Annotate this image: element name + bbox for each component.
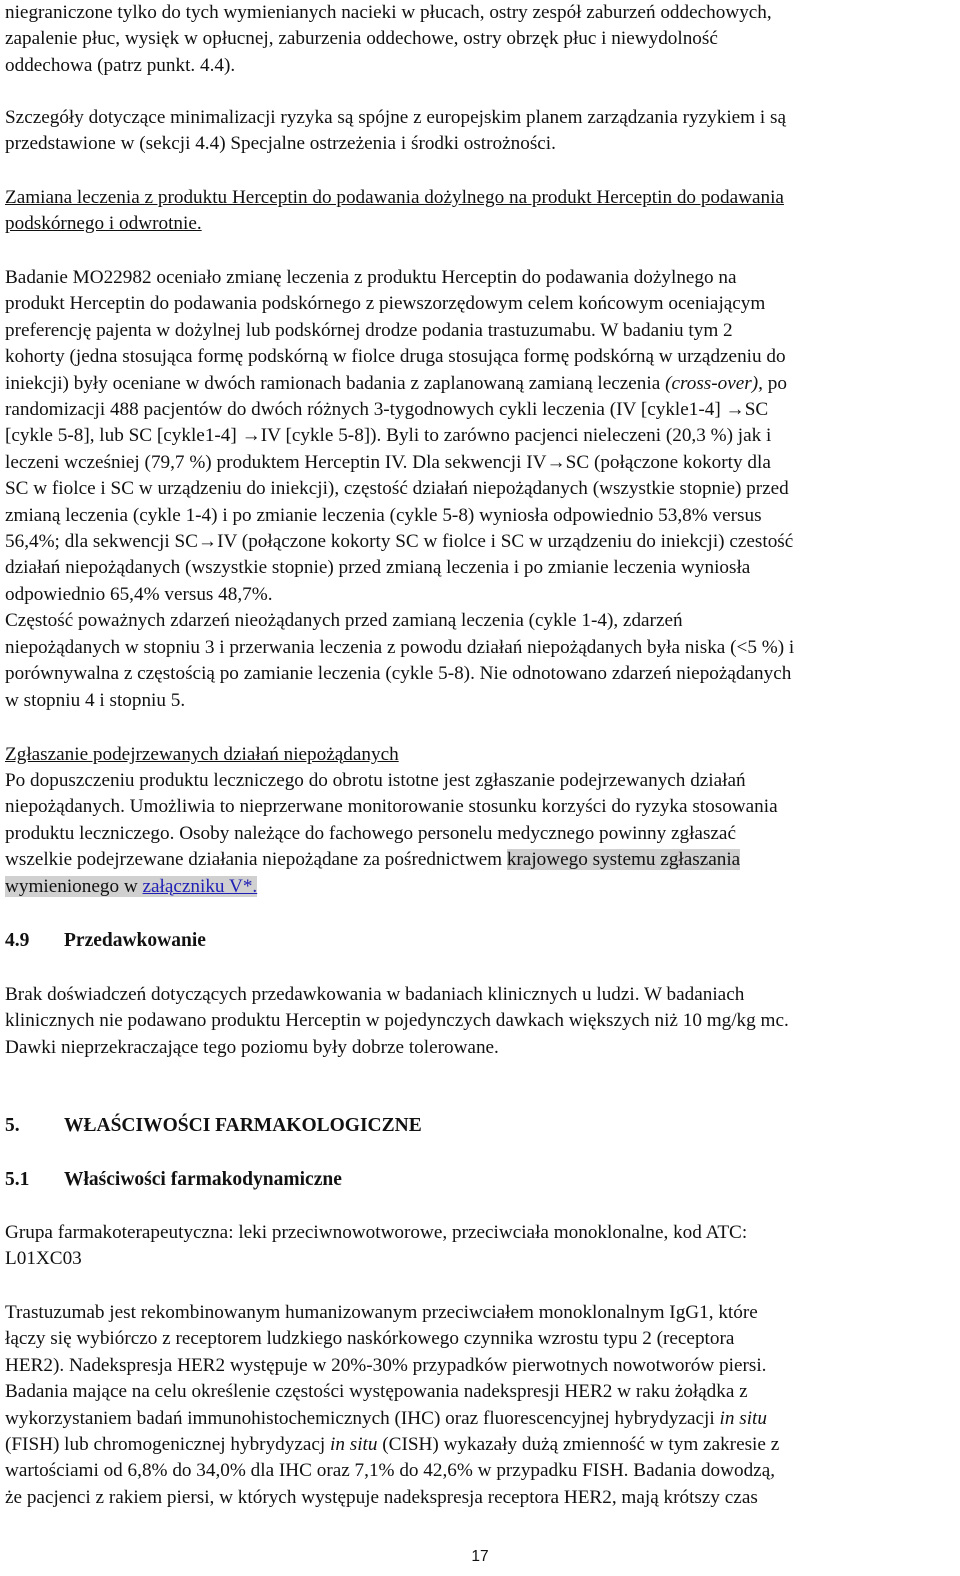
- cross-over-term: (cross-over),: [665, 372, 763, 394]
- paragraph-intro: niegraniczone tylko do tych wymienianych nacieki w płucach, ostry zespół zaburzeń oddechowych, zapalenie płuc, wysięk w opłucnej, zaburzenia oddechowe, ostry obrzęk płuc i niewydolność oddechowa (patrz punkt. 4.4).: [5, 2, 772, 76]
- section-5-1-number: 5.1: [5, 1169, 30, 1190]
- reporting-highlight-text: krajowego systemu zgłaszania wymienionego w: [5, 849, 741, 897]
- in-situ-term-1: in situ: [719, 1407, 767, 1429]
- section-4-9-title: Przedawkowanie: [64, 930, 206, 951]
- paragraph-trastuzumab: [5, 1300, 955, 1511]
- section-5-1-title: Właściwości farmakodynamiczne: [64, 1169, 342, 1190]
- section-4-9-number: 4.9: [5, 930, 30, 951]
- annex-v-link[interactable]: załączniku V*.: [142, 875, 258, 897]
- study-text: Badanie MO22982 oceniało zmianę leczenia z produktu Herceptin do podawania dożylnego na produkt Herceptin do podawania podskórnego z piewszorzędowym celem końcowym oceniającym preferencję pajenta w dożylnej lub podskórnej drodze podania trastuzumabu. W badaniu tym 2 kohorty (jedna stosująca formę podskórną w fiolce druga stosująca formę podskórną w urządzeniu do iniekcji) były oceniane w dwóch ramionach badania z zaplanowaną zamianą leczenia: [5, 267, 786, 394]
- paragraph-study: [5, 265, 955, 714]
- paragraph-reporting: [5, 768, 955, 900]
- switch-heading: Zamiana leczenia z produktu Herceptin do podawania dożylnego na produkt Herceptin do podawania podskórnego i odwrotnie.: [5, 187, 784, 235]
- study-text-rest: po randomizacji 488 pacjentów do dwóch różnych 3-tygodnowych cykli leczenia (IV [cykle1-4] →SC [cykle 5-8], lub SC [cykle1-4] →IV [cykle 5-8]). Byli to zarówno pacjenci nieleczeni (20,3 %) jak i leczeni wcześniej (79,7 %) produktem Herceptin IV. Dla sekwencji IV→SC (połączone kokorty dla SC w fiolce i SC w urządzeniu do iniekcji), częstość działań niepożądanych (wszystkie stopnie) przed zmianą leczenia (cykle 1-4) i po zmianie leczenia (cykle 5-8) wyniosła odpowiednio 53,8% versus 56,4%; dla sekwencji SC→IV (połączone kokorty SC w fiolce i SC w urządzeniu do iniekcji) czestość działań niepożądanych (wszystkie stopnie) przed zmianą leczenia i po zmianie leczenia wyniosła odpowiednio 65,4% versus 48,7%. Częstość poważnych zdarzeń nieożądanych przed zamianą leczenia (cykle 1-4), zdarzeń niepożądanych w stopniu 3 i przerwania leczenia z powodu działań niepożądanych była niska (<5 %) i porównywalna z częstością po zamianie leczenia (cykle 5-8). Nie odnotowano zdarzeń niepożądanych w stopniu 4 i stopniu 5.: [5, 372, 795, 711]
- section-5-1-heading: [5, 1167, 342, 1193]
- trastuzumab-text-mid: (FISH) lub chromogenicznej hybrydyzacj: [5, 1434, 326, 1456]
- reporting-heading: Zgłaszanie podejrzewanych działań niepożądanych: [5, 744, 399, 765]
- trastuzumab-text: Trastuzumab jest rekombinowanym humanizowanym przeciwciałem monoklonalnym IgG1, które łączy się wybiórczo z receptorem ludzkiego naskórkowego czynnika wzrostu typu 2 (receptora HER2). Nadekspresja HER2 występuje w 20%-30% przypadków pierwotnych nowotworów piersi. Badania mające na celu określenie częstości występowania nadekspresji HER2 w raku żołądka z wykorzystaniem badań immunohistochemicznych (IHC) oraz fluorescencyjnej hybrydyzacji: [5, 1302, 767, 1429]
- reporting-text: Po dopuszczeniu produktu leczniczego do obrotu istotne jest zgłaszanie podejrzewanych działań niepożądanych. Umożliwia to nieprzerwane monitorowanie stosunku korzyści do ryzyka stosowania produktu leczniczego. Osoby należące do fachowego personelu medycznego powinny zgłaszać wszelkie podejrzewane działania niepożądane za pośrednictwem: [5, 770, 778, 871]
- in-situ-term-2: in situ: [330, 1434, 378, 1456]
- paragraph-overdose: Brak doświadczeń dotyczących przedawkowania w badaniach klinicznych u ludzi. W badaniach klinicznych nie podawano produktu Herceptin w pojedynczych dawkach większych niż 10 mg/kg mc. Dawki nieprzekraczające tego poziomu były dobrze tolerowane.: [5, 984, 789, 1058]
- section-4-9-heading: [5, 928, 206, 954]
- section-5-number: 5.: [5, 1115, 20, 1136]
- section-5-title: WŁAŚCIWOŚCI FARMAKOLOGICZNE: [64, 1115, 422, 1136]
- paragraph-risk: Szczegóły dotyczące minimalizacji ryzyka są spójne z europejskim planem zarządzania ryzykiem i są przedstawione w (sekcji 4.4) Specjalne ostrzeżenia i środki ostrożności.: [5, 107, 787, 155]
- trastuzumab-text-end: (CISH) wykazały dużą zmienność w tym zakresie z wartościami od 6,8% do 34,0% dla IHC oraz 7,1% do 42,6% w przypadku FISH. Badania dowodzą, że pacjenci z rakiem piersi, w których występuje nadekspresja receptora HER2, mają krótszy czas: [5, 1434, 780, 1508]
- section-5-heading: [5, 1113, 422, 1139]
- page-number: 17: [471, 1548, 489, 1565]
- paragraph-pharm-group: Grupa farmakoterapeutyczna: leki przeciwnowotworowe, przeciwciała monoklonalne, kod ATC: L01XC03: [5, 1222, 748, 1270]
